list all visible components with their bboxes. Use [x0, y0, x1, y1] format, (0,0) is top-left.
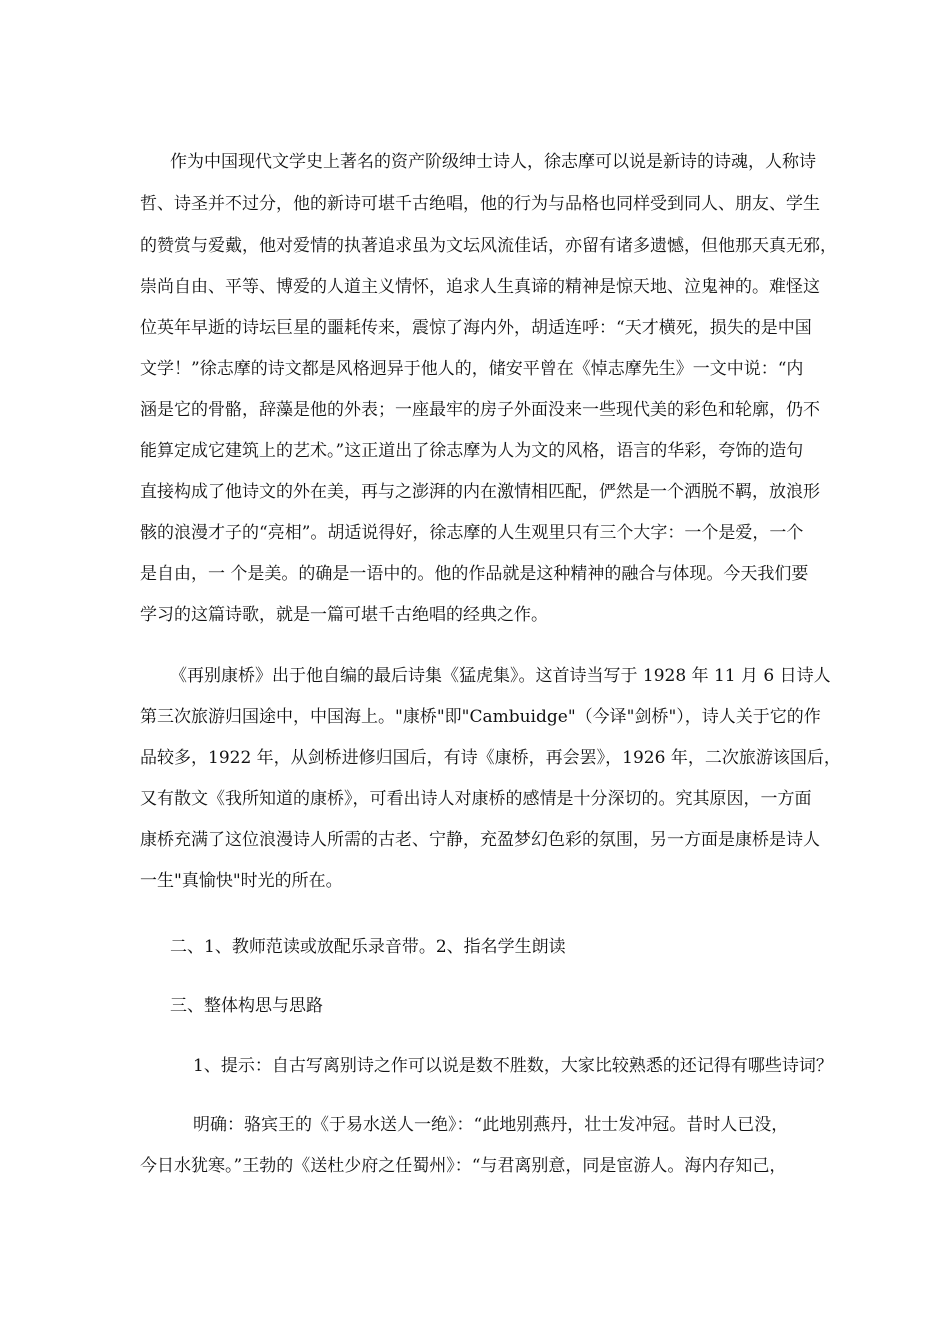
text-line: 第三次旅游归国途中，中国海上。"康桥"即"Cambuidge"（今译"剑桥"），诗人关于它的作 [140, 707, 821, 727]
text-line: 是自由，一 个是美。的确是一语中的。他的作品就是这种精神的融合与体现。今天我们要 [140, 564, 809, 584]
text-line: 康桥充满了这位浪漫诗人所需的古老、宁静，充盈梦幻色彩的氛围，另一方面是康桥是诗人 [140, 830, 820, 850]
text-line: 作为中国现代文学史上著名的资产阶级绅士诗人，徐志摩可以说是新诗的诗魂，人称诗 [170, 152, 816, 172]
text-line: 位英年早逝的诗坛巨星的噩耗传来，震惊了海内外，胡适连呼：“天才横死，损失的是中国 [140, 318, 812, 338]
text-line: 哲、诗圣并不过分，他的新诗可堪千古绝唱，他的行为与品格也同样受到同人、朋友、学生 [140, 194, 820, 214]
text-line: 今日水犹寒。”王勃的《送杜少府之任蜀州》：“与君离别意，同是宦游人。海内存知己， [140, 1156, 787, 1176]
text-line: 涵是它的骨骼，辞藻是他的外表；一座最牢的房子外面没来一些现代美的彩色和轮廓，仍不 [140, 400, 820, 420]
section-three-heading: 三、整体构思与思路 [170, 996, 323, 1016]
text-line: 骸的浪漫才子的“亮相”。胡适说得好，徐志摩的人生观里只有三个大字：一个是爱，一个 [140, 523, 804, 543]
text-line: 文学！”徐志摩的诗文都是风格迥异于他人的，储安平曾在《悼志摩先生》一文中说：“内 [140, 359, 804, 379]
text-line: 《再别康桥》出于他自编的最后诗集《猛虎集》。这首诗当写于 1928 年 11 月 6 日诗人 [170, 666, 831, 686]
text-line: 崇尚自由、平等、博爱的人道主义情怀，追求人生真谛的精神是惊天地、泣鬼神的。难怪这 [140, 277, 820, 297]
text-line: 能算定成它建筑上的艺术。”这正道出了徐志摩为人为文的风格，语言的华彩，夸饰的造句 [140, 441, 804, 461]
text-line: 明确：骆宾王的《于易水送人一绝》：“此地别燕丹，壮士发冲冠。昔时人已没， [193, 1115, 789, 1135]
text-line: 学习的这篇诗歌，就是一篇可堪千古绝唱的经典之作。 [140, 605, 548, 625]
hint-line: 1、提示：自古写离别诗之作可以说是数不胜数，大家比较熟悉的还记得有哪些诗词？ [193, 1056, 833, 1076]
section-two-heading: 二、1、教师范读或放配乐录音带。2、指名学生朗读 [170, 937, 566, 957]
text-line: 又有散文《我所知道的康桥》，可看出诗人对康桥的感情是十分深切的。究其原因，一方面 [140, 789, 812, 809]
text-line: 一生"真愉快"时光的所在。 [140, 871, 343, 891]
text-line: 品较多，1922 年，从剑桥进修归国后，有诗《康桥，再会罢》，1926 年，二次旅游该国后， [140, 748, 841, 768]
text-line: 的赞赏与爱戴，他对爱情的执著追求虽为文坛风流佳话，亦留有诸多遗憾，但他那天真无邪， [140, 236, 837, 256]
text-line: 直接构成了他诗文的外在美，再与之澎湃的内在激情相匹配，俨然是一个洒脱不羁，放浪形 [140, 482, 820, 502]
